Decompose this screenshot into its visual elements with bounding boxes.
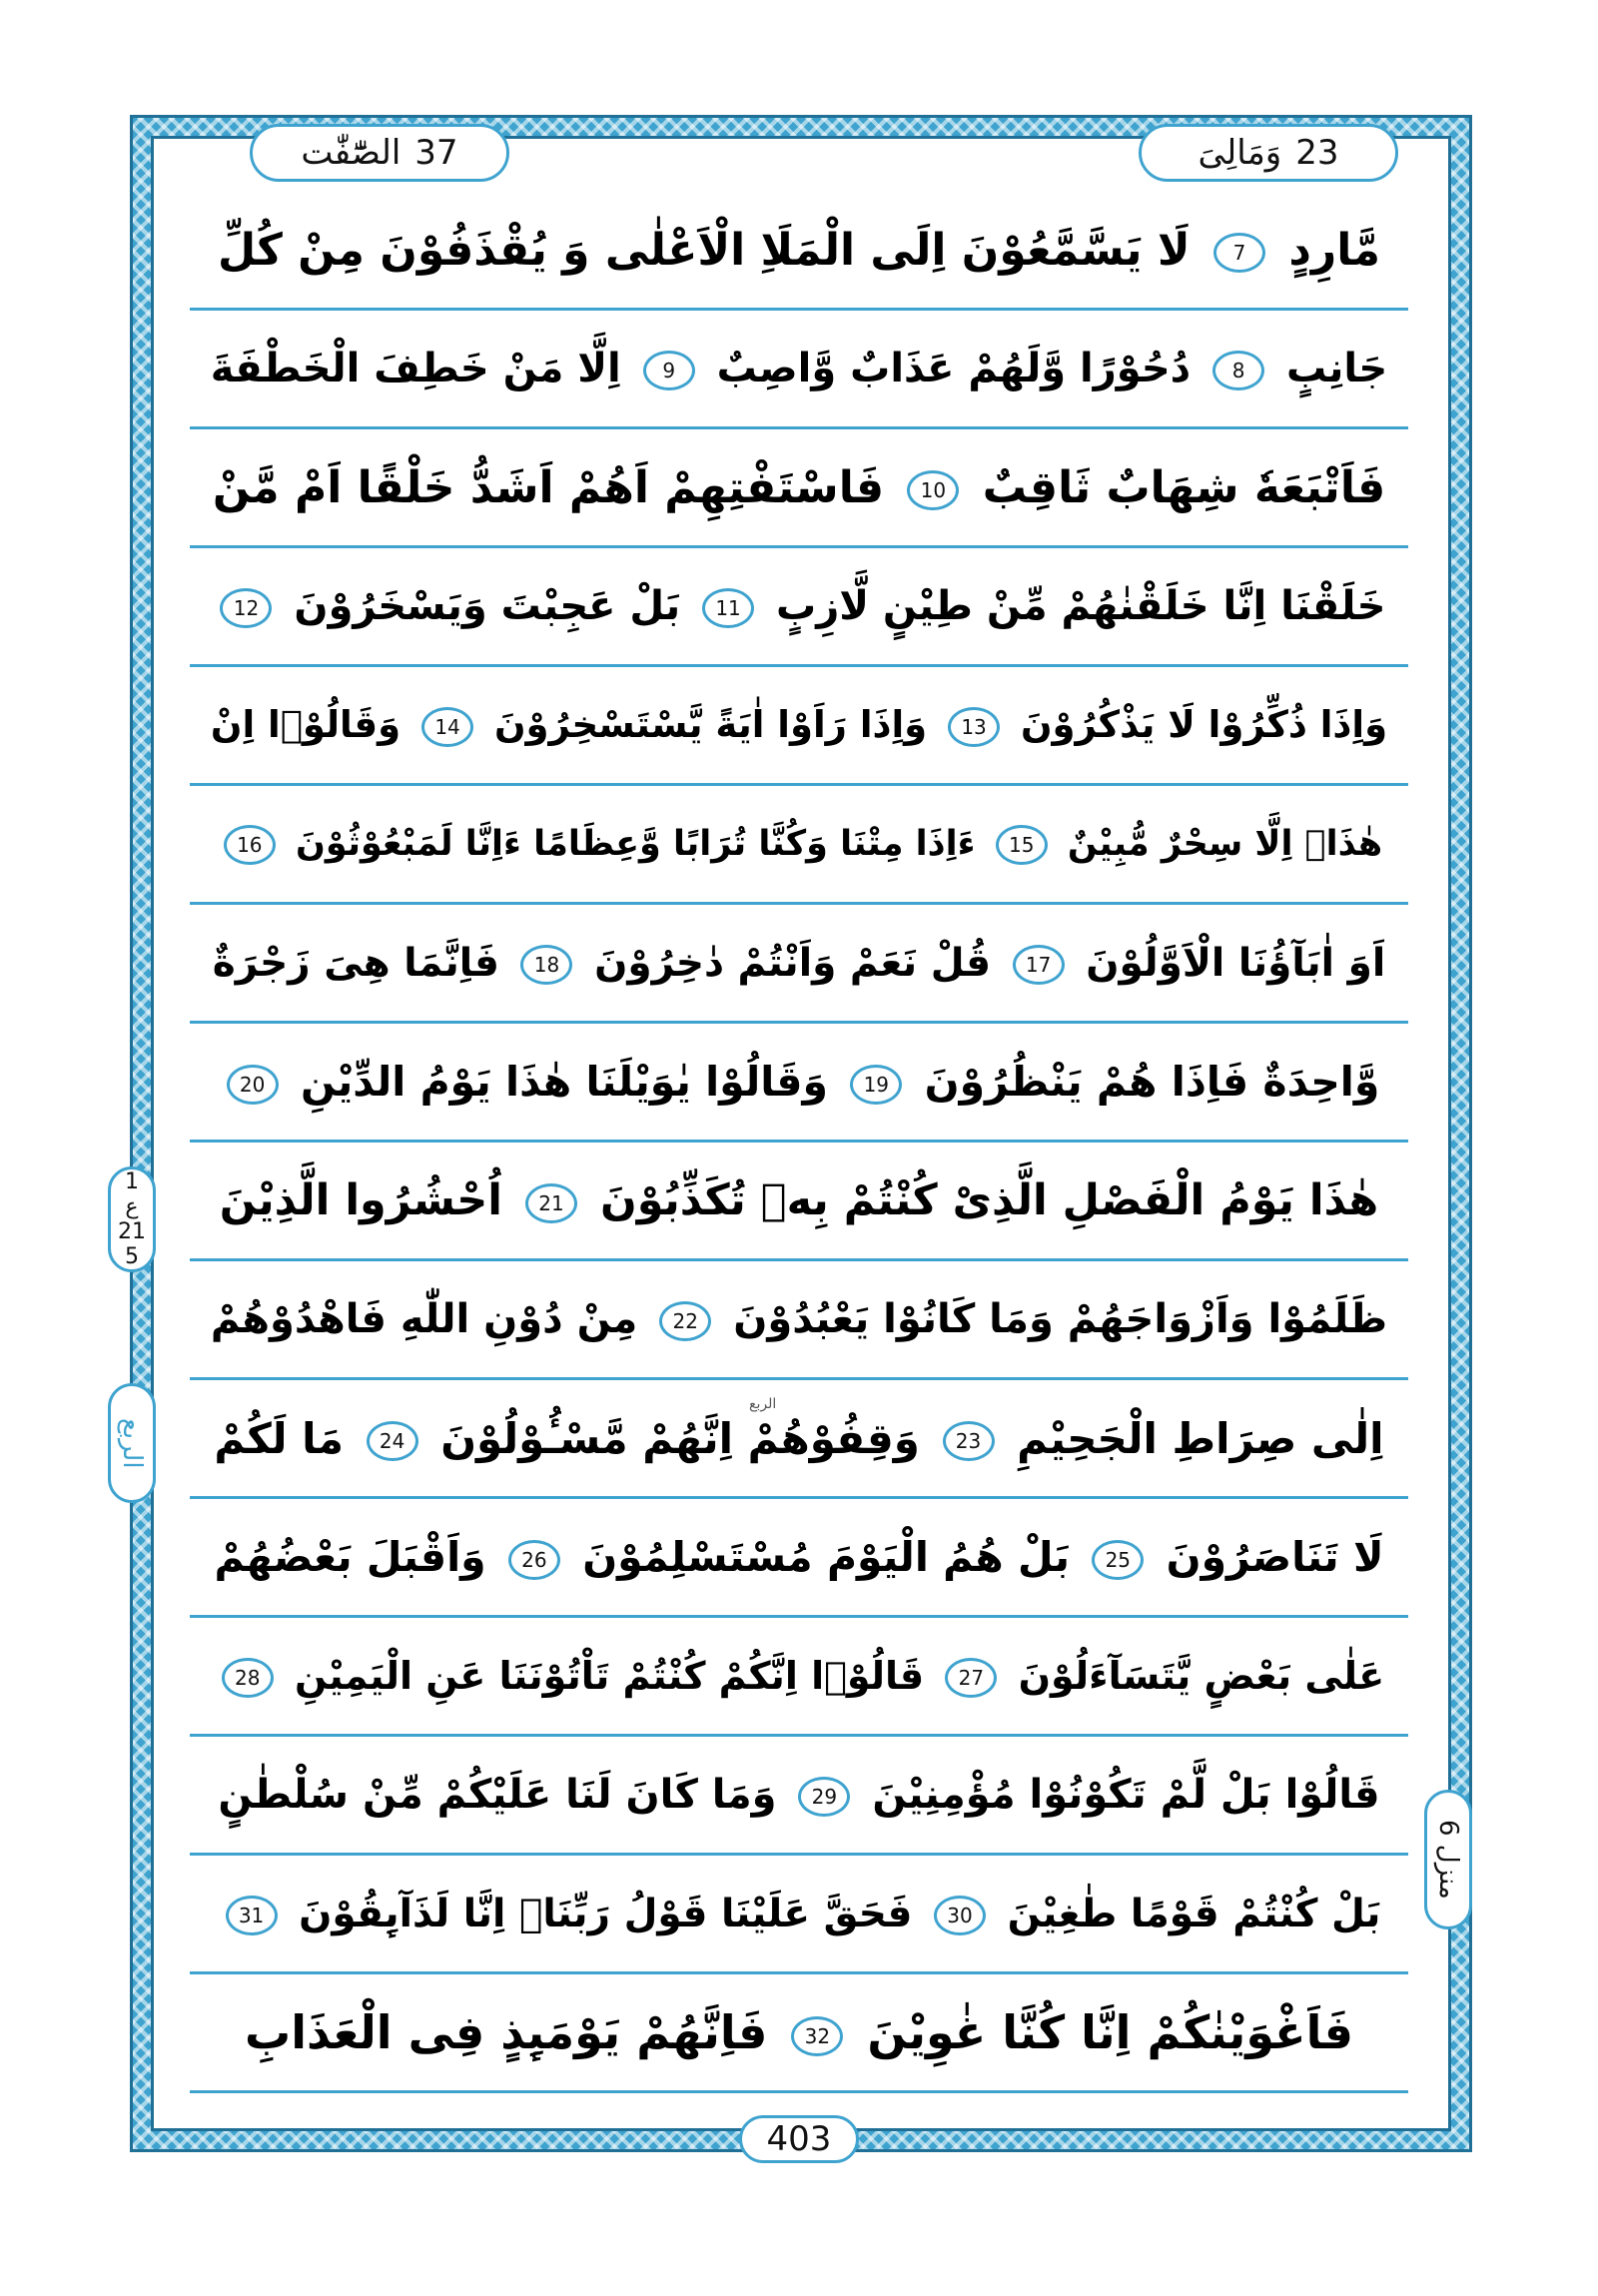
verse-text: مَا لَكُمْ bbox=[214, 1413, 344, 1463]
verse-number-marker: 20 bbox=[227, 1065, 279, 1105]
verse-text: اَوَ اٰبَآؤُنَا الْاَوَّلُوْنَ bbox=[1086, 940, 1386, 986]
verse-number-marker: 10 bbox=[907, 470, 959, 510]
para-header bbox=[1139, 124, 1398, 182]
verse-text: ءَاِذَا مِتْنَا وَكُنَّا تُرَابًا وَّعِظَامًا ءَاِنَّا لَمَبْعُوْثُوْنَ bbox=[296, 823, 976, 864]
line-text bbox=[216, 824, 1382, 865]
verse-number-marker: 23 bbox=[943, 1421, 995, 1461]
surah-number: 37 bbox=[414, 133, 458, 173]
verse-text: لَا یَسَّمَّعُوْنَ اِلَی الْمَلَاِ الْاَعْلٰی وَ یُقْذَفُوْنَ مِنْ كُلِّ bbox=[217, 224, 1191, 276]
verse-text: هٰذَا یَوْمُ الْفَصْلِ الَّذِیْ كُنْتُمْ بِهٖ تُكَذِّبُوْنَ bbox=[600, 1175, 1379, 1225]
surah-header bbox=[250, 124, 509, 182]
verse-text: مِنْ دُوْنِ اللّٰهِ فَاهْدُوْهُمْ bbox=[210, 1296, 638, 1342]
text-line bbox=[190, 786, 1408, 905]
verse-text: فَاَغْوَیْنٰكُمْ اِنَّا كُنَّا غٰوِیْنَ bbox=[867, 2005, 1353, 2059]
verse-text: بَلْ عَجِبْتَ وَیَسْخَرُوْنَ bbox=[294, 583, 681, 629]
page-number: 403 bbox=[739, 2115, 859, 2163]
verse-text: فَاسْتَفْتِهِمْ اَهُمْ اَشَدُّ خَلْقًا اَمْ مَّنْ bbox=[212, 461, 885, 513]
verse-number-marker: 14 bbox=[421, 707, 473, 747]
line-text bbox=[213, 941, 1385, 986]
manzil-label: منزل 6 bbox=[1433, 1820, 1463, 1900]
verse-number-marker: 24 bbox=[367, 1421, 418, 1461]
text-line bbox=[190, 1856, 1408, 1974]
verse-text: قَالُوْۤا اِنَّكُمْ كُنْتُمْ تَاْتُوْنَنَا عَنِ الْیَمِیْنِ bbox=[295, 1653, 925, 1698]
ruku-number: 21 bbox=[118, 1219, 146, 1244]
text-line bbox=[190, 1380, 1408, 1499]
verse-text: بَلْ كُنْتُمْ قَوْمًا طٰغِیْنَ bbox=[1007, 1891, 1381, 1936]
line-text bbox=[218, 1772, 1379, 1818]
text-line bbox=[190, 548, 1408, 667]
verse-text: اُحْشُرُوا الَّذِیْنَ bbox=[219, 1175, 503, 1225]
verse-text: لَا تَنَاصَرُوْنَ bbox=[1166, 1533, 1384, 1581]
line-text bbox=[219, 1058, 1380, 1106]
quran-text-area bbox=[190, 192, 1408, 2094]
line-text bbox=[218, 225, 1380, 276]
verse-text: فَاَتْبَعَهٗ شِهَابٌ ثَاقِبٌ bbox=[982, 461, 1386, 513]
ruku-badge bbox=[108, 1166, 156, 1272]
verse-number-marker: 21 bbox=[525, 1183, 577, 1223]
verse-text: وَاِذَا رَاَوْا اٰیَةً یَّسْتَسْخِرُوْنَ bbox=[493, 703, 928, 747]
verse-number-marker: 19 bbox=[850, 1065, 902, 1105]
verse-text: فَحَقَّ عَلَیْنَا قَوْلُ رَبِّنَاۤ اِنَّا لَذَآىِٕقُوْنَ bbox=[299, 1891, 913, 1936]
text-line bbox=[190, 667, 1408, 786]
text-line bbox=[190, 1499, 1408, 1618]
ruku-top: 1 bbox=[125, 1169, 139, 1194]
verse-number-marker: 25 bbox=[1092, 1540, 1144, 1580]
text-line bbox=[190, 311, 1408, 429]
verse-number-marker: 7 bbox=[1213, 233, 1265, 273]
verse-number-marker: 16 bbox=[224, 825, 276, 865]
verse-text: عَلٰی بَعْضٍ یَّتَسَآءَلُوْنَ bbox=[1018, 1653, 1385, 1698]
text-line bbox=[190, 192, 1408, 311]
verse-number-marker: 28 bbox=[222, 1658, 274, 1698]
verse-text: وَاِذَا ذُكِّرُوْا لَا یَذْكُرُوْنَ bbox=[1020, 703, 1388, 747]
verse-number-marker: 22 bbox=[659, 1301, 711, 1341]
line-text bbox=[220, 1175, 1378, 1225]
verse-text: اِلٰی صِرَاطِ الْجَحِیْمِ bbox=[1017, 1413, 1384, 1463]
verse-number-marker: 26 bbox=[508, 1540, 560, 1580]
line-text bbox=[218, 1892, 1381, 1936]
verse-text: قُلْ نَعَمْ وَاَنْتُمْ دٰخِرُوْنَ bbox=[594, 940, 992, 986]
rub-mark: الربع bbox=[749, 1396, 777, 1412]
text-line bbox=[190, 1737, 1408, 1856]
text-line bbox=[190, 1143, 1408, 1261]
verse-text: بَلْ هُمُ الْیَوْمَ مُسْتَسْلِمُوْنَ bbox=[582, 1533, 1071, 1581]
verse-text: هٰذَاۤ اِلَّا سِحْرٌ مُّبِیْنٌ bbox=[1067, 823, 1383, 864]
line-text bbox=[214, 1533, 1383, 1581]
line-text bbox=[245, 2005, 1353, 2059]
ruku-symbol: ع bbox=[125, 1194, 139, 1219]
manzil-badge bbox=[1424, 1790, 1472, 1929]
verse-number-marker: 32 bbox=[791, 2016, 843, 2056]
verse-text: دُحُوْرًا وَّلَهُمْ عَذَابٌ وَّاصِبٌ bbox=[716, 346, 1192, 391]
line-text bbox=[212, 583, 1385, 629]
verse-number-marker: 9 bbox=[643, 351, 695, 390]
verse-text: اِلَّا مَنْ خَطِفَ الْخَطْفَةَ bbox=[210, 346, 621, 391]
ruku-bottom: 5 bbox=[125, 1244, 139, 1269]
text-line bbox=[190, 1974, 1408, 2093]
verse-text: جَانِبٍ bbox=[1286, 346, 1388, 391]
surah-name: الصّٰٓفّٰت bbox=[301, 133, 401, 173]
verse-text: ظَلَمُوْا وَاَزْوَاجَهُمْ وَمَا كَانُوْا یَعْبُدُوْنَ bbox=[733, 1296, 1388, 1342]
verse-text: وَقِفُوْهُمْ اِنَّهُمْ مَّسْـُٔوْلُوْنَ bbox=[440, 1413, 920, 1463]
text-line bbox=[190, 905, 1408, 1024]
verse-text: وَّاحِدَةٌ فَاِذَا هُمْ یَنْظُرُوْنَ bbox=[924, 1058, 1380, 1106]
verse-number-marker: 30 bbox=[934, 1896, 986, 1935]
text-line bbox=[190, 429, 1408, 548]
verse-number-marker: 27 bbox=[945, 1658, 997, 1698]
verse-number-marker: 13 bbox=[948, 707, 1000, 747]
verse-number-marker: 11 bbox=[702, 588, 754, 628]
verse-text: وَقَالُوْا یٰوَیْلَنَا هٰذَا یَوْمُ الدِّیْنِ bbox=[300, 1058, 829, 1106]
line-text bbox=[211, 346, 1388, 391]
line-text bbox=[213, 462, 1385, 513]
verse-number-marker: 15 bbox=[996, 825, 1048, 865]
verse-number-marker: 8 bbox=[1212, 351, 1264, 390]
verse-number-marker: 29 bbox=[798, 1777, 850, 1817]
text-line bbox=[190, 1024, 1408, 1143]
verse-text: خَلَقْنَا اِنَّا خَلَقْنٰهُمْ مِّنْ طِیْنٍ لَّازِبٍ bbox=[776, 583, 1386, 629]
verse-number-marker: 12 bbox=[220, 588, 272, 628]
line-text bbox=[211, 1296, 1387, 1342]
para-number: 23 bbox=[1295, 133, 1339, 173]
verse-text: وَمَا كَانَ لَنَا عَلَیْكُمْ مِّنْ سُلْطٰنٍ bbox=[218, 1772, 777, 1818]
text-line bbox=[190, 1261, 1408, 1380]
verse-text: مَّارِدٍ bbox=[1288, 224, 1381, 276]
verse-text: وَاَقْبَلَ بَعْضُهُمْ bbox=[214, 1533, 486, 1581]
text-line bbox=[190, 1618, 1408, 1737]
verse-text: فَاِنَّمَا هِیَ زَجْرَةٌ bbox=[212, 940, 499, 986]
verse-text: قَالُوْا بَلْ لَّمْ تَكُوْنُوْا مُؤْمِنِیْنَ bbox=[872, 1772, 1380, 1818]
verse-text: فَاِنَّهُمْ یَوْمَىِٕذٍ فِی الْعَذَابِ bbox=[245, 2005, 768, 2059]
verse-number-marker: 18 bbox=[520, 945, 572, 985]
verse-number-marker: 17 bbox=[1013, 945, 1065, 985]
line-text bbox=[211, 703, 1387, 747]
para-name: وَمَالِیَ bbox=[1198, 133, 1282, 173]
rub-label: الربع bbox=[117, 1417, 147, 1469]
line-text bbox=[214, 1414, 1383, 1463]
line-text bbox=[214, 1654, 1384, 1699]
rub-badge bbox=[108, 1383, 156, 1503]
verse-text: وَقَالُوْۤا اِنْ bbox=[210, 703, 401, 747]
verse-number-marker: 31 bbox=[226, 1896, 278, 1935]
